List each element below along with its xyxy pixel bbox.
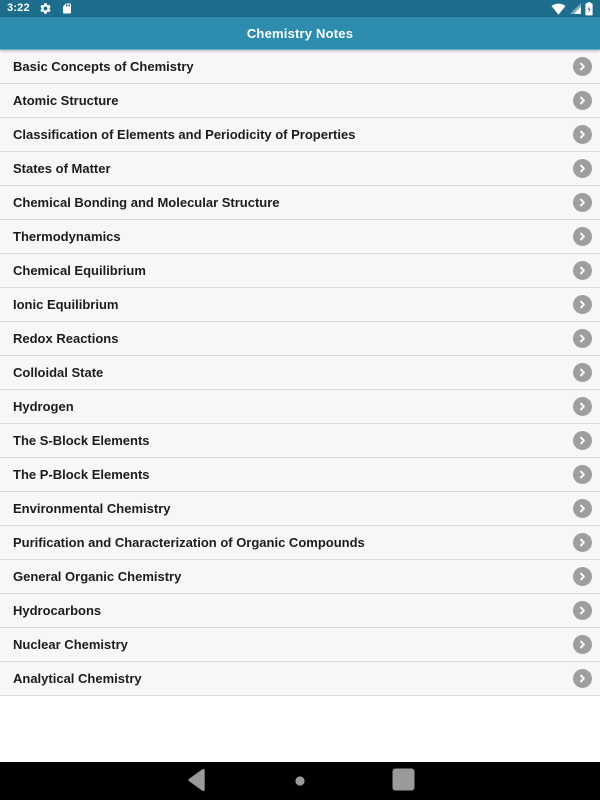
settings-icon	[39, 2, 52, 15]
chevron-right-icon	[573, 635, 592, 654]
list-item-label: Chemical Bonding and Molecular Structure	[13, 195, 280, 210]
list-item-label: Hydrocarbons	[13, 603, 102, 618]
list-item[interactable]	[0, 322, 600, 356]
chevron-right-icon	[573, 193, 592, 212]
chevron-right-icon	[573, 465, 592, 484]
list-item[interactable]	[0, 628, 600, 662]
chevron-right-icon	[573, 533, 592, 552]
list-item-label: Purification and Characterization of Organic Compounds	[13, 535, 365, 550]
list-item[interactable]	[0, 152, 600, 186]
cell-signal-icon	[569, 2, 582, 15]
list-item-label: The S-Block Elements	[13, 433, 150, 448]
chevron-right-icon	[573, 601, 592, 620]
list-item-label: Ionic Equilibrium	[13, 297, 119, 312]
list-item-label: Nuclear Chemistry	[13, 637, 128, 652]
content-area	[0, 50, 600, 762]
list-item[interactable]	[0, 288, 600, 322]
status-bar-right	[551, 2, 593, 16]
list-item-label: Basic Concepts of Chemistry	[13, 59, 194, 74]
chevron-right-icon	[573, 397, 592, 416]
page-title: Chemistry Notes	[246, 25, 354, 41]
list-item-label: Chemical Equilibrium	[13, 263, 146, 278]
chevron-right-icon	[573, 363, 592, 382]
list-item-label: States of Matter	[13, 161, 111, 176]
chevron-right-icon	[573, 431, 592, 450]
recent-apps-icon	[392, 768, 415, 794]
wifi-icon	[551, 3, 566, 15]
list-item-label: Colloidal State	[13, 365, 104, 380]
chevron-right-icon	[573, 91, 592, 110]
list-item-label: Analytical Chemistry	[13, 671, 142, 686]
list-item-label: The P-Block Elements	[13, 467, 150, 482]
topic-list	[0, 50, 600, 696]
recents-button[interactable]	[390, 767, 416, 795]
list-item[interactable]	[0, 84, 600, 118]
chevron-right-icon	[573, 329, 592, 348]
list-item[interactable]	[0, 186, 600, 220]
home-icon	[295, 774, 305, 789]
status-bar	[0, 0, 600, 17]
chevron-right-icon	[573, 159, 592, 178]
sd-card-icon	[61, 2, 73, 15]
list-item[interactable]	[0, 50, 600, 84]
app-bar	[0, 17, 600, 50]
navigation-bar	[0, 762, 600, 800]
list-item[interactable]	[0, 390, 600, 424]
list-item[interactable]	[0, 254, 600, 288]
chevron-right-icon	[573, 261, 592, 280]
list-item-label: Redox Reactions	[13, 331, 119, 346]
chevron-right-icon	[573, 499, 592, 518]
status-time: 3:22	[7, 2, 30, 14]
chevron-right-icon	[573, 295, 592, 314]
list-item-label: Atomic Structure	[13, 93, 119, 108]
list-item[interactable]	[0, 662, 600, 696]
status-bar-left	[7, 2, 73, 15]
back-button[interactable]	[184, 767, 210, 795]
list-item[interactable]	[0, 526, 600, 560]
list-item[interactable]	[0, 356, 600, 390]
home-button[interactable]	[287, 767, 313, 795]
list-item[interactable]	[0, 458, 600, 492]
list-item-label: Hydrogen	[13, 399, 74, 414]
back-icon	[186, 767, 209, 796]
battery-charging-icon	[585, 2, 593, 16]
list-item[interactable]	[0, 492, 600, 526]
list-item[interactable]	[0, 594, 600, 628]
chevron-right-icon	[573, 669, 592, 688]
list-item[interactable]	[0, 118, 600, 152]
list-item[interactable]	[0, 220, 600, 254]
list-item[interactable]	[0, 424, 600, 458]
list-item-label: Classification of Elements and Periodicity of Properties	[13, 127, 356, 142]
list-item[interactable]	[0, 560, 600, 594]
list-item-label: Environmental Chemistry	[13, 501, 171, 516]
list-item-label: General Organic Chemistry	[13, 569, 182, 584]
chevron-right-icon	[573, 57, 592, 76]
chevron-right-icon	[573, 567, 592, 586]
chevron-right-icon	[573, 227, 592, 246]
list-item-label: Thermodynamics	[13, 229, 121, 244]
chevron-right-icon	[573, 125, 592, 144]
